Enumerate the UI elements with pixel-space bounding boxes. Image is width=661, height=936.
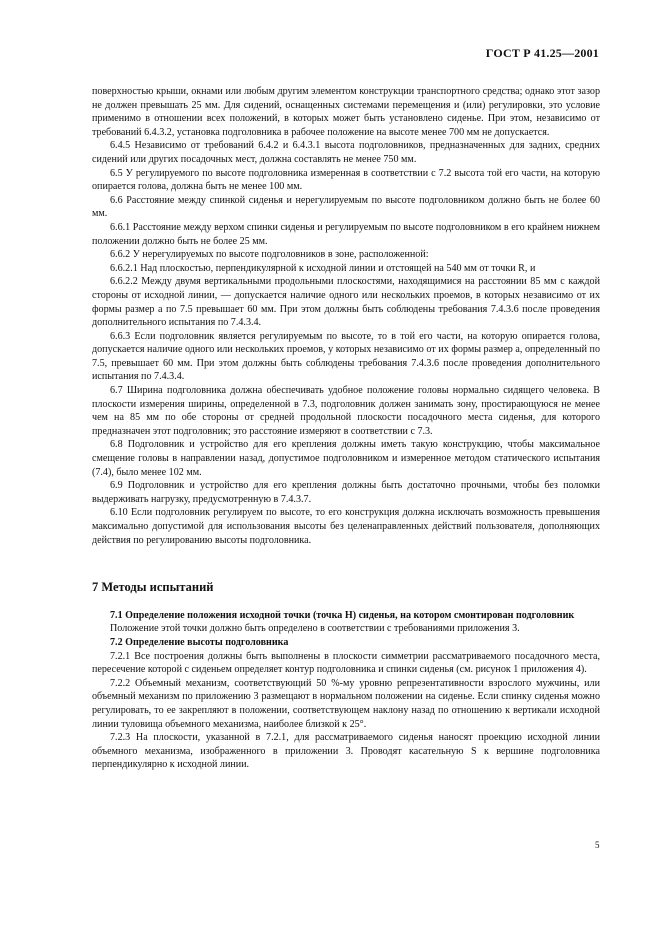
paragraph-6-6-2-2: 6.6.2.2 Между двумя вертикальными продольными плоскостями, находящимися на расстоянии 85 мм с каждой стороны от исходной линии, — допускается наличие одного или нескольких проемов, в которых независимо от их формы размер а по 7.5 превышает 60 мм. При этом должны быть соблюдены требования 7.4.3.6 после проведения дополнительного испытания по 7.4.3.4. [92,276,600,329]
paragraph-6-5: 6.5 У регулируемого по высоте подголовника измеренная в соответствии с 7.2 высота той его части, на которую опирается голова, должна быть не менее 100 мм. [92,167,600,193]
page-number: 5 [595,840,600,850]
paragraph-6-8: 6.8 Подголовник и устройство для его крепления должны иметь такую конструкцию, чтобы максимальное смещение головы в направлении назад, допустимое подголовником и измеренное методом статического испытания (7.4), было менее 102 мм. [92,439,600,478]
paragraph-6-6-3: 6.6.3 Если подголовник является регулируемым по высоте, то в той его части, на которую опирается голова, допускается наличие одного или нескольких проемов, у которых независимо от их формы размер а, определенный по 7.5, превышает 60 мм. При этом должны быть соблюдены требования 7.4.3.6 после проведения дополнительного испытания по 7.4.3.4. [92,330,600,383]
paragraph-7-2-1: 7.2.1 Все построения должны быть выполнены в плоскости симметрии рассматриваемого посадочного места, пересечение которой с сиденьем определяет контур подголовника и спинки сиденья (см. рисунок 1 приложения 4). [92,650,600,676]
paragraph-6-9: 6.9 Подголовник и устройство для его крепления должны быть достаточно прочными, чтобы без поломки выдерживать нагрузку, предусмотренную в 7.4.3.7. [92,480,600,505]
paragraph-6-4-5: 6.4.5 Независимо от требований 6.4.2 и 6.4.3.1 высота подголовников, предназначенных для задних, средних сидений или других посадочных мест, должна составлять не менее 750 мм. [92,140,600,165]
paragraph-7-2-2: 7.2.2 Объемный механизм, соответствующий 50 %-му уровню репрезентативности взрослого мужчины, или объемный механизм по приложению 3 размещают в нормальном положении на сиденье. Если спинку сиденья можно регулировать, то ее закрепляют в положении, соответствующем наклону назад по отношению к вертикали исходной линии туловища объемного механизма, наиболее близкой к 25°. [92,677,600,730]
paragraph-7-1: Положение этой точки должно быть определено в соответствии с требованиями приложения 3. [110,623,520,635]
paragraph-6-6: 6.6 Расстояние между спинкой сиденья и нерегулируемым по высоте подголовником должно быть не более 60 мм. [92,194,600,220]
document-code: ГОСТ Р 41.25—2001 [485,46,599,60]
section-heading: 7 Методы испытаний [92,580,214,595]
paragraph-6-6-1: 6.6.1 Расстояние между верхом спинки сиденья и регулируемым по высоте подголовником в его крайнем нижнем положении должно быть не более 25 мм. [92,221,600,247]
subsection-heading-7-2: 7.2 Определение высоты подголовника [110,636,289,648]
paragraph-continuation: поверхностью крыши, окнами или любым другим элементом конструкции транспортного средства; однако этот зазор не должен превышать 25 мм. Для сидений, оснащенных системами перемещения и (или) регулировки, это условие применимо в отношении всех положений, в которых может быть установлено сиденье. При этом, независимо от требований 6.4.3.2, установка подголовника в рабочее положение на высоте менее 700 мм не допускается. [92,86,600,138]
subsection-heading-7-1: 7.1 Определение положения исходной точки (точка Н) сиденья, на котором смонтирован подголовник [110,609,575,621]
paragraph-6-6-2: 6.6.2 У нерегулируемых по высоте подголовников в зоне, расположенной: [110,249,429,261]
paragraph-6-6-2-1: 6.6.2.1 Над плоскостью, перпендикулярной к исходной линии и отстоящей на 540 мм от точки R, и [110,262,536,274]
page-body [92,85,600,772]
paragraph-6-10: 6.10 Если подголовник регулируем по высоте, то его конструкция должна исключать возможность превышения максимально допустимой для использования высоты без целенаправленных действий пользователя, дополняющих действия по регулированию высоты подголовника. [92,507,600,546]
paragraph-7-2-3: 7.2.3 На плоскости, указанной в 7.2.1, для рассматриваемого сиденья наносят проекцию исходной линии объемного механизма, изображенного в приложении 3. Проводят касательную S к вершине подголовника перпендикулярно к исходной линии. [92,732,600,771]
paragraph-6-7: 6.7 Ширина подголовника должна обеспечивать удобное положение головы нормально сидящего человека. В плоскости измерения ширины, определенной в 7.3, подголовник должен занимать зону, простирающуюся не менее чем на 85 мм по обе стороны от средней продольной плоскости посадочного места сиденья, для которого предназначен этот подголовник; это расстояние измеряют в соответствии с 7.3. [92,385,600,437]
